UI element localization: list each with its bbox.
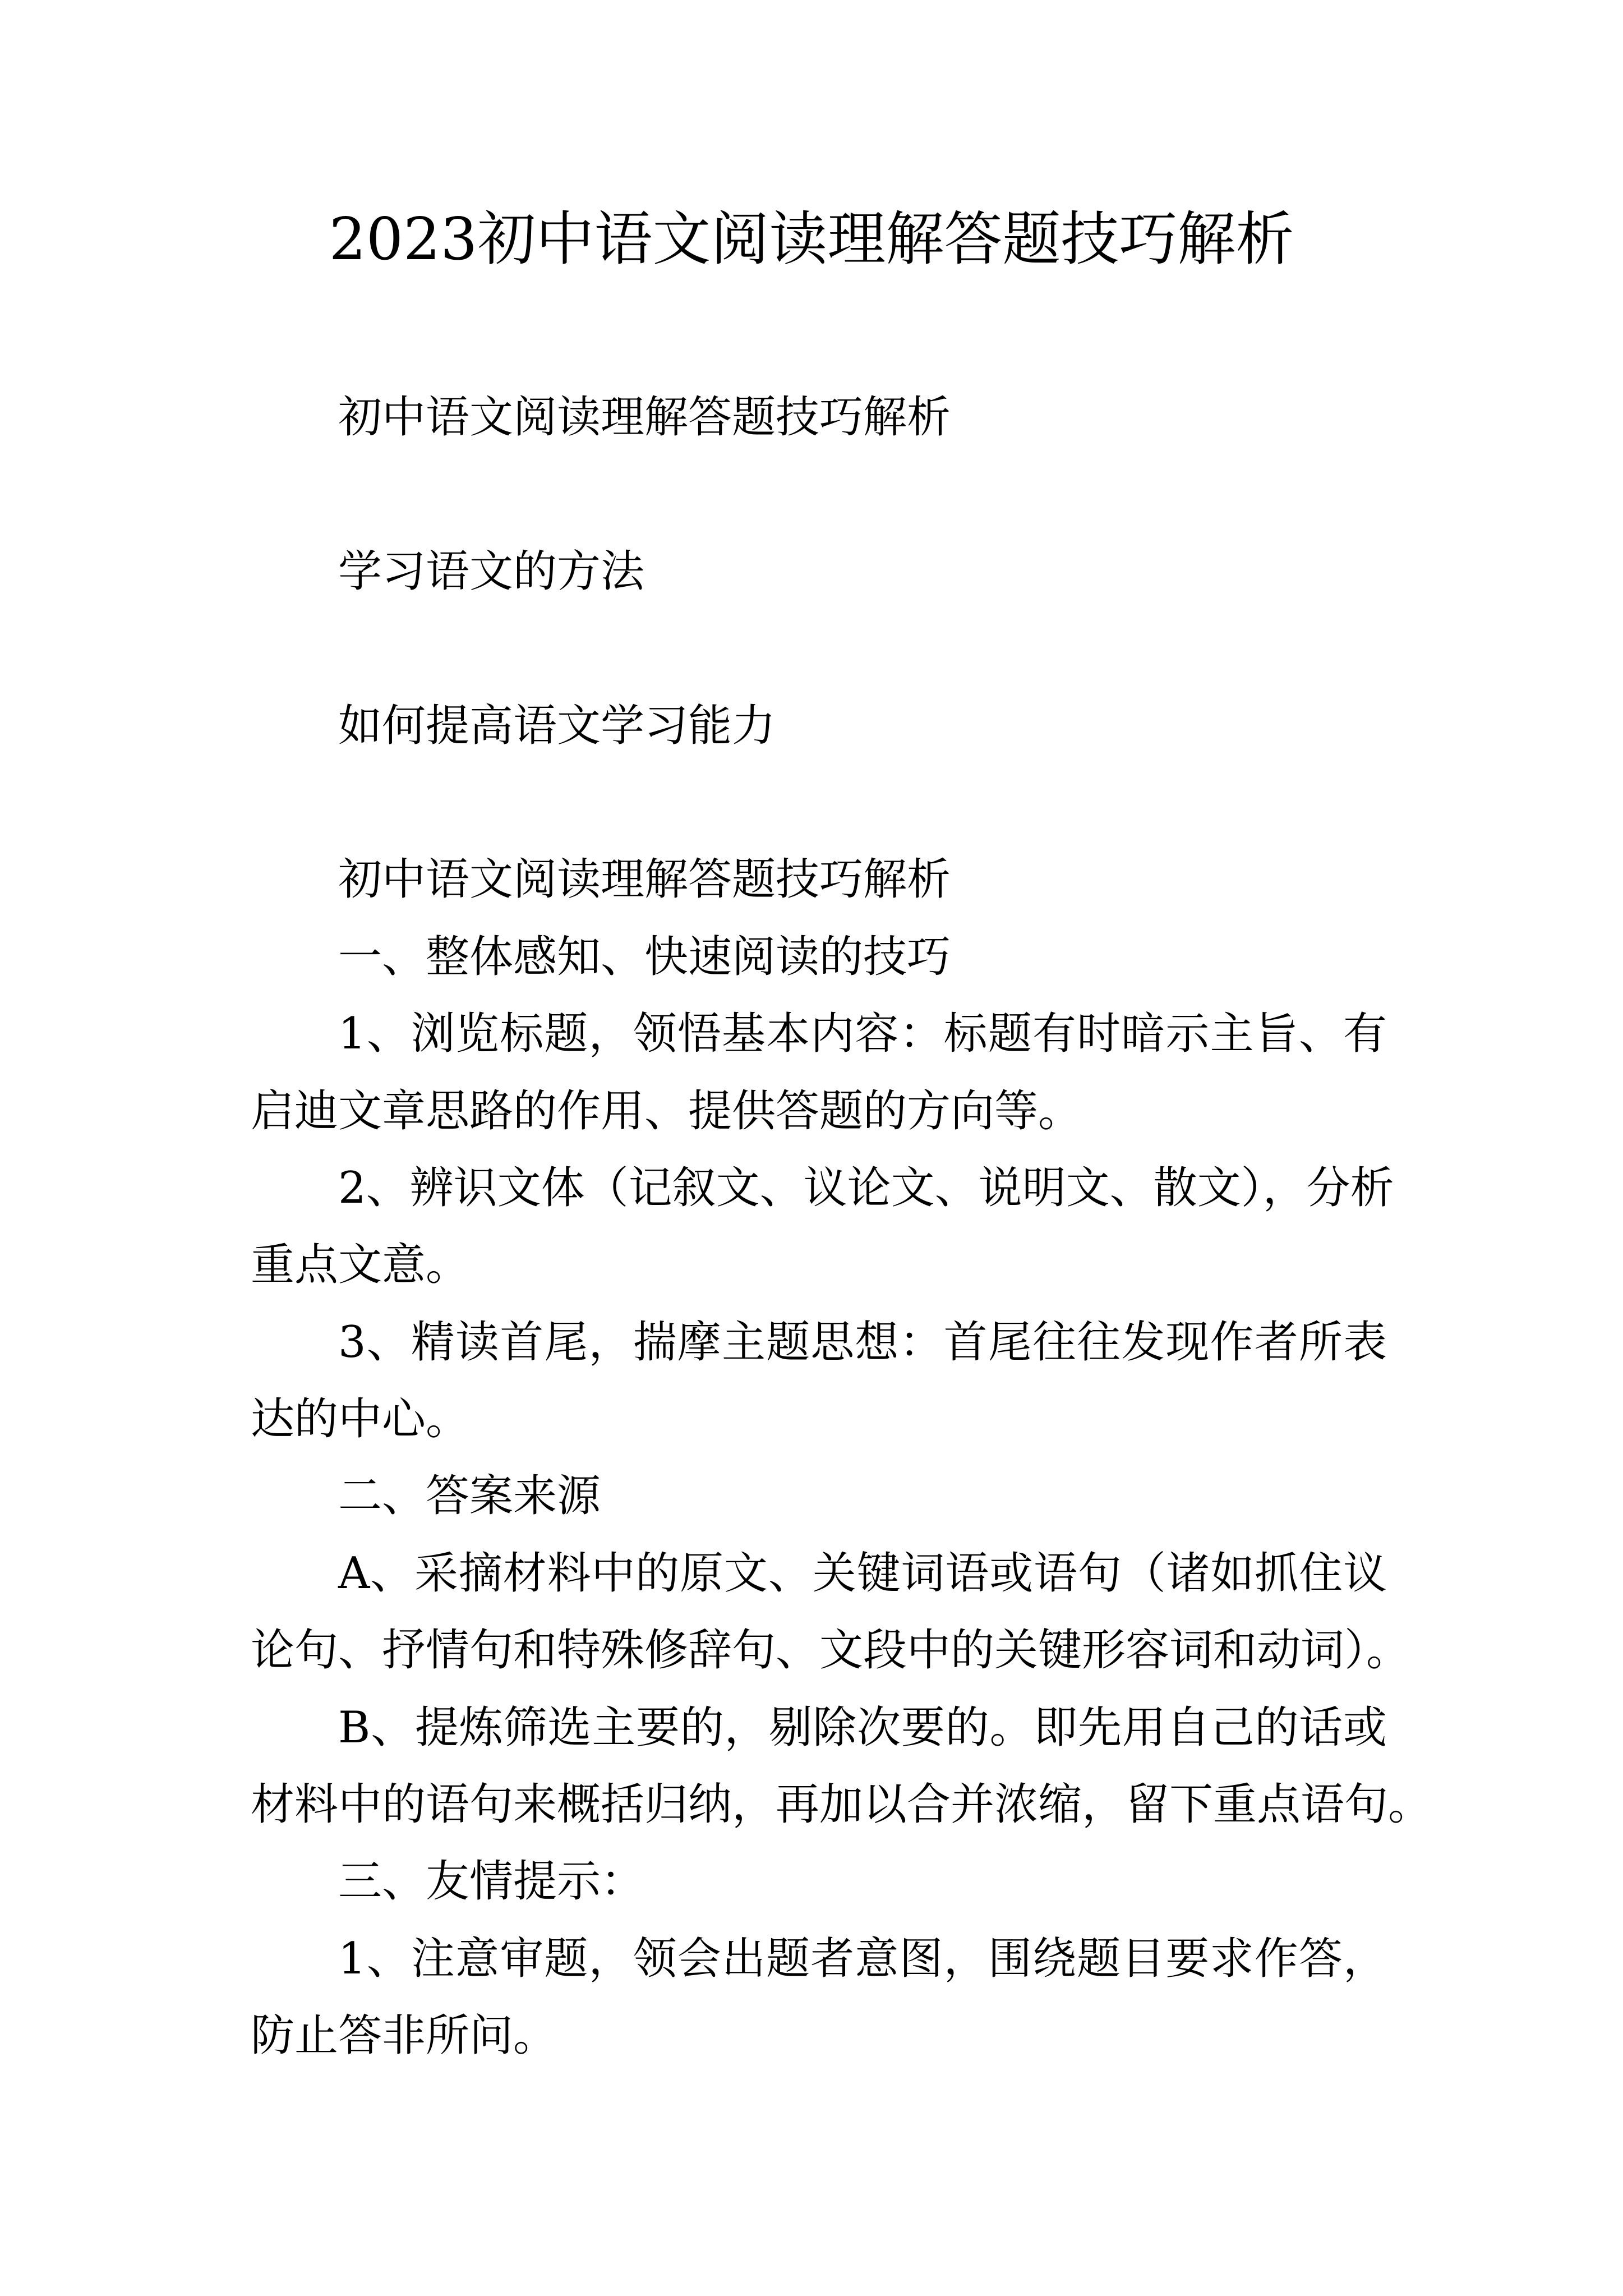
paragraph (251, 1690, 1432, 1844)
paragraph (251, 1535, 1410, 1690)
paragraph-line: 防止答非所问。 (251, 2010, 557, 2062)
paragraph-line: 3、精读首尾，揣摩主题思想：首尾往往发现作者所表 (338, 1317, 1387, 1368)
paragraph-line: A、采摘材料中的原文、关键词语或语句（诸如抓住议 (338, 1548, 1387, 1599)
document-title: 2023初中语文阅读理解答题技巧解析 (329, 205, 1294, 273)
section-heading (251, 841, 1387, 918)
paragraph (251, 1921, 1387, 2075)
paragraph (251, 1150, 1394, 1304)
paragraph-line: 重点文意。 (251, 1240, 470, 1291)
paragraph-line: 1、注意审题，领会出题者意图，围绕题目要求作答， (338, 1933, 1387, 1984)
paragraph-line: 一、整体感知、快速阅读的技巧 (338, 931, 951, 982)
section-heading (251, 919, 1387, 996)
paragraph-line: 2、辨识文体（记叙文、议论文、说明文、散文），分析 (338, 1162, 1394, 1213)
paragraph-line: 论句、抒情句和特殊修辞句、文段中的关键形容词和动词）。 (251, 1625, 1410, 1676)
paragraph-line: 启迪文章思路的作用、提供答题的方向等。 (251, 1085, 1082, 1137)
intro-line: 学习语文的方法 (338, 546, 645, 597)
paragraph-line: 三、友情提示： (338, 1856, 645, 1907)
paragraph (251, 996, 1387, 1150)
section-heading (251, 1843, 1387, 1920)
intro-line: 如何提高语文学习能力 (338, 700, 776, 751)
intro-list (251, 379, 1387, 765)
paragraph (251, 1304, 1387, 1458)
paragraph-line: 1、浏览标题，领悟基本内容：标题有时暗示主旨、有 (338, 1009, 1387, 1060)
intro-line: 初中语文阅读理解答题技巧解析 (338, 392, 951, 443)
document-body (251, 379, 1432, 2075)
paragraph-line: B、提炼筛选主要的，剔除次要的。即先用自己的话或 (338, 1702, 1387, 1753)
section-heading (251, 1458, 1387, 1535)
paragraph-line: 达的中心。 (251, 1394, 470, 1445)
paragraph-line: 二、答案来源 (338, 1471, 601, 1522)
paragraph-line: 初中语文阅读理解答题技巧解析 (338, 854, 951, 905)
paragraph-line: 材料中的语句来概括归纳，再加以合并浓缩，留下重点语句。 (251, 1779, 1432, 1830)
